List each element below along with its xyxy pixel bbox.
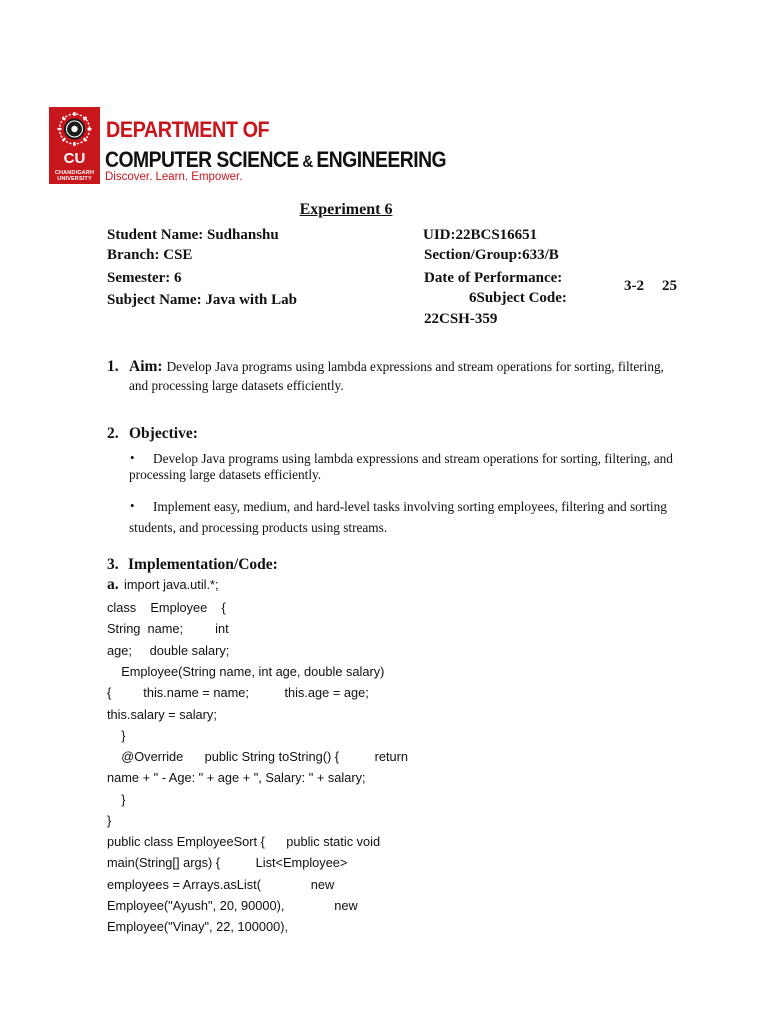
department-name (105, 147, 446, 173)
code-line: @Override public String toString() { return (107, 749, 409, 764)
student-name: Student Name: Sudhanshu (107, 227, 279, 243)
implementation-heading: Implementation/Code: (128, 556, 278, 573)
code-line: String name; int (107, 621, 229, 636)
objective-bullet2-line1: Implement easy, medium, and hard-level tasks involving sorting employees, filtering and sorting (153, 499, 667, 514)
subject-name: Subject Name: Java with Lab (107, 292, 297, 308)
subject-code-label: 6Subject Code: (469, 290, 567, 306)
implementation-sub-label: a. (107, 576, 119, 593)
subject-code-value: 22CSH-359 (424, 311, 498, 327)
date-part-b: 25 (662, 278, 677, 294)
code-line: { this.name = name; this.age = age; (107, 685, 369, 700)
tagline: Discover. Learn. Empower. (105, 171, 243, 183)
department-name-ampersand: & (298, 152, 317, 171)
logo-cu-letters: CU (63, 150, 86, 167)
branch: Branch: CSE (107, 247, 193, 263)
logo-university-line1: CHANDIGARH (54, 170, 95, 176)
aim-heading: Aim: (129, 358, 163, 375)
aim-number: 1. (107, 358, 119, 375)
implementation-number: 3. (107, 556, 119, 573)
aim-text-line1: Develop Java programs using lambda expressions and stream operations for sorting, filtering, (166, 359, 664, 374)
objective-bullet1-line2: processing large datasets efficiently. (129, 467, 322, 482)
aim-text-line2: and processing large datasets efficiently. (129, 378, 344, 393)
experiment-title: Experiment 6 (299, 201, 393, 218)
code-line: name + " - Age: " + age + ", Salary: " + salary; (107, 770, 366, 785)
code-line: } (107, 813, 112, 828)
date-of-performance-label: Date of Performance: (424, 270, 563, 286)
section-group: Section/Group:633/B (424, 247, 559, 263)
code-line: employees = Arrays.asList( new (107, 877, 335, 892)
aim-line1 (129, 358, 664, 376)
university-logo (49, 107, 100, 184)
code-line: Employee(String name, int age, double salary) (107, 664, 385, 679)
logo-university-line2: UNIVERSITY (57, 176, 92, 182)
code-line: class Employee { (107, 600, 226, 615)
bullet-2-marker: • (130, 498, 135, 513)
code-line: } (107, 792, 126, 807)
code-line: } (107, 728, 126, 743)
department-name-part2: ENGINEERING (316, 147, 447, 172)
objective-number: 2. (107, 425, 119, 442)
code-line: Employee("Vinay", 22, 100000), (107, 919, 289, 934)
code-line: age; double salary; (107, 643, 230, 658)
department-heading: DEPARTMENT OF (106, 117, 270, 142)
objective-bullet1-line1: Develop Java programs using lambda expressions and stream operations for sorting, filtering, and (153, 451, 673, 466)
semester: Semester: 6 (107, 270, 182, 286)
objective-heading: Objective: (129, 425, 198, 442)
code-line: main(String[] args) { List<Employee> (107, 855, 348, 870)
department-name-part1: COMPUTER SCIENCE (105, 147, 299, 172)
date-part-a: 3-2 (624, 278, 644, 294)
bullet-1-marker: • (130, 450, 135, 465)
code-line: import java.util.*; (124, 577, 219, 592)
code-line: public class EmployeeSort { public static void (107, 834, 381, 849)
objective-bullet2-line2: students, and processing products using streams. (129, 520, 388, 535)
code-line: this.salary = salary; (107, 707, 217, 722)
student-uid: UID:22BCS16651 (423, 227, 538, 243)
code-line: Employee("Ayush", 20, 90000), new (107, 898, 358, 913)
